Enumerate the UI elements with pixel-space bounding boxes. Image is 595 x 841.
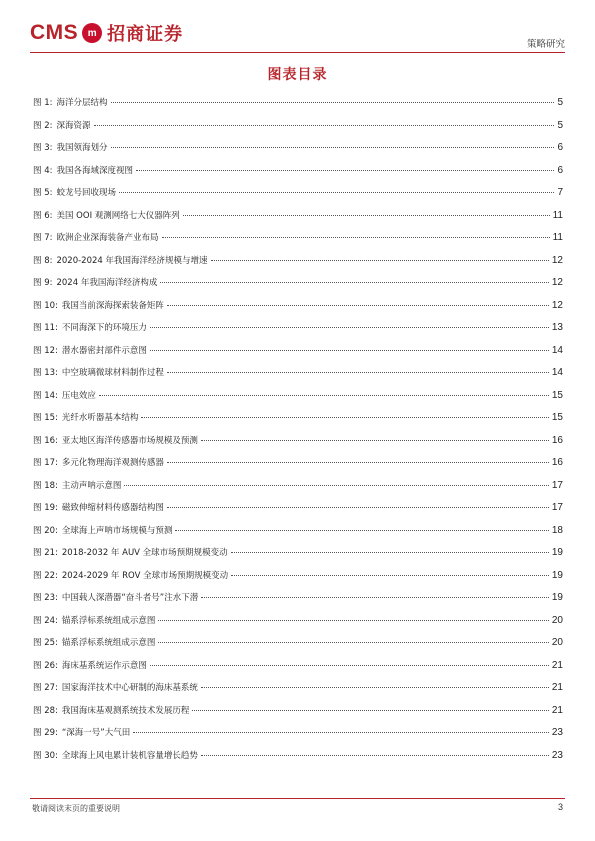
figure-caption: 我国领海划分 — [56, 143, 108, 153]
figure-page-number: 16 — [551, 434, 563, 446]
figure-number: 图 9: — [33, 278, 53, 288]
toc-entry[interactable] — [33, 659, 563, 682]
page-number: 3 — [557, 802, 563, 812]
logo-badge-icon: m — [82, 23, 102, 43]
figure-page-number: 14 — [551, 367, 563, 378]
figure-page-number: 19 — [551, 547, 563, 558]
toc-entry[interactable] — [33, 681, 563, 704]
figure-page-number: 14 — [551, 344, 563, 356]
figure-caption: 光纤水听器基本结构 — [61, 413, 139, 423]
figure-caption: 亚太地区海洋传感器市场规模及预测 — [61, 435, 198, 446]
toc-entry[interactable] — [33, 231, 563, 254]
toc-entry[interactable] — [33, 164, 563, 187]
figure-caption: “深海一号”大气田 — [61, 728, 131, 738]
figure-number: 图 17: — [33, 458, 58, 468]
toc-entry[interactable] — [33, 389, 563, 412]
figure-page-number: 13 — [551, 322, 563, 333]
figure-page-number: 21 — [551, 704, 563, 716]
figure-number: 图 19: — [33, 503, 58, 513]
dot-leader — [231, 575, 549, 576]
dot-leader — [201, 755, 549, 756]
report-section-label: 策略研究 — [526, 39, 565, 50]
figure-caption: 中国载人深潜器“奋斗者号”注水下潜 — [61, 593, 199, 603]
figure-caption: 全球海上声呐市场规模与预测 — [61, 525, 173, 536]
figure-caption: 深海资源 — [56, 120, 91, 131]
dot-leader — [231, 552, 549, 553]
toc-entry[interactable] — [33, 254, 563, 277]
figure-number: 图 28: — [33, 705, 58, 716]
figure-caption: 2018-2032 年 AUV 全球市场预期规模变动 — [61, 548, 228, 558]
dot-leader — [167, 462, 549, 463]
toc-entry[interactable] — [33, 411, 563, 434]
figure-caption: 海床基系统运作示意图 — [61, 660, 147, 671]
figure-page-number: 12 — [551, 277, 563, 288]
figure-page-number: 6 — [557, 164, 563, 176]
figure-page-number: 12 — [551, 254, 563, 266]
figure-page-number: 23 — [551, 749, 563, 761]
figure-caption: 全球海上风电累计装机容量增长趋势 — [61, 750, 198, 761]
figure-page-number: 21 — [551, 659, 563, 671]
dot-leader — [99, 395, 549, 396]
figure-number: 图 5: — [33, 188, 53, 198]
toc-entry[interactable] — [33, 456, 563, 479]
toc-entry[interactable] — [33, 479, 563, 502]
figure-number: 图 1: — [33, 98, 53, 108]
company-logo — [30, 20, 183, 46]
figure-number: 图 25: — [33, 638, 58, 648]
dot-leader — [167, 507, 549, 508]
toc-entry[interactable] — [33, 704, 563, 727]
figure-number: 图 26: — [33, 660, 58, 671]
figure-page-number: 16 — [551, 457, 563, 468]
dot-leader — [94, 125, 555, 126]
figure-number: 图 16: — [33, 435, 58, 446]
figure-caption: 中空玻璃微球材料制作过程 — [61, 368, 164, 378]
dot-leader — [201, 687, 549, 688]
figure-page-number: 23 — [551, 727, 563, 738]
figure-caption: 磁致伸缩材料传感器结构图 — [61, 503, 164, 513]
dot-leader — [162, 237, 550, 238]
dot-leader — [167, 372, 549, 373]
figure-caption: 2024 年我国海洋经济构成 — [56, 278, 158, 288]
dot-leader — [111, 102, 555, 103]
figure-caption: 欧洲企业深海装备产业布局 — [56, 233, 159, 243]
figure-page-number: 20 — [551, 614, 563, 626]
dot-leader — [136, 170, 554, 171]
figure-number: 图 21: — [33, 548, 58, 558]
figure-page-number: 21 — [551, 682, 563, 693]
dot-leader — [150, 350, 549, 351]
toc-entry[interactable] — [33, 569, 563, 592]
figure-page-number: 17 — [551, 479, 563, 491]
figure-page-number: 20 — [551, 637, 563, 648]
figure-caption: 不同海深下的环境压力 — [61, 323, 147, 333]
figure-number: 图 14: — [33, 390, 58, 401]
figure-number: 图 22: — [33, 570, 58, 581]
dot-leader — [201, 597, 549, 598]
figure-number: 图 30: — [33, 750, 58, 761]
footer-disclaimer: 敬请阅读末页的重要说明 — [32, 804, 120, 813]
figure-number: 图 27: — [33, 683, 58, 693]
toc-entry[interactable] — [33, 186, 563, 209]
toc-entry[interactable] — [33, 749, 563, 772]
dot-leader — [211, 260, 549, 261]
dot-leader — [150, 665, 549, 666]
figure-caption: 2024-2029 年 ROV 全球市场预期规模变动 — [61, 570, 229, 581]
dot-leader — [158, 642, 548, 643]
figure-caption: 2020-2024 年我国海洋经济规模与增速 — [56, 255, 208, 266]
toc-entry[interactable] — [33, 299, 563, 322]
page-title: 图表目录 — [267, 67, 328, 83]
figure-page-number: 18 — [551, 524, 563, 536]
toc-entry[interactable] — [33, 321, 563, 344]
dot-leader — [133, 732, 549, 733]
logo-chinese-name: 招商证券 — [107, 24, 184, 45]
dot-leader — [183, 215, 550, 216]
toc-entry[interactable] — [33, 366, 563, 389]
toc-entry[interactable] — [33, 614, 563, 637]
figure-page-number: 11 — [552, 232, 563, 243]
figure-number: 图 11: — [33, 323, 58, 333]
figure-caption: 蛟龙号回收现场 — [56, 188, 116, 198]
toc-entry[interactable] — [33, 141, 563, 164]
figure-number: 图 12: — [33, 345, 58, 356]
figure-page-number: 5 — [557, 119, 563, 131]
figure-page-number: 11 — [552, 209, 563, 221]
toc-entry[interactable] — [33, 636, 563, 659]
figure-number: 图 18: — [33, 480, 58, 491]
figure-page-number: 19 — [551, 569, 563, 581]
figure-caption: 我国当前深海探索装备矩阵 — [61, 300, 164, 311]
figure-caption: 我国海床基观测系统技术发展历程 — [61, 705, 190, 716]
toc-entry[interactable] — [33, 591, 563, 614]
figure-number: 图 15: — [33, 413, 58, 423]
toc-entry[interactable] — [33, 209, 563, 232]
figure-caption: 潜水器密封部件示意图 — [61, 345, 147, 356]
toc-entry[interactable] — [33, 276, 563, 299]
toc-entry[interactable] — [33, 119, 563, 142]
dot-leader — [150, 327, 549, 328]
figure-number: 图 29: — [33, 728, 58, 738]
figure-caption: 我国各海域深度视图 — [56, 165, 133, 176]
figure-caption: 锚系浮标系统组成示意图 — [61, 638, 156, 648]
figure-number: 图 13: — [33, 368, 58, 378]
toc-entry[interactable] — [33, 524, 563, 547]
figure-number: 图 8: — [33, 255, 53, 266]
dot-leader — [141, 417, 548, 418]
figure-page-number: 7 — [557, 187, 563, 198]
figure-number: 图 20: — [33, 525, 58, 536]
toc-entry[interactable] — [33, 546, 563, 569]
figure-page-number: 15 — [551, 412, 563, 423]
dot-leader — [124, 485, 548, 486]
figure-caption: 国家海洋技术中心研制的海床基系统 — [61, 683, 198, 693]
toc-entry[interactable] — [33, 434, 563, 457]
figure-page-number: 15 — [551, 389, 563, 401]
figure-number: 图 4: — [33, 165, 53, 176]
dot-leader — [167, 305, 549, 306]
figure-caption: 多元化物理海洋观测传感器 — [61, 458, 164, 468]
toc-entry[interactable] — [33, 726, 563, 749]
toc-entry[interactable] — [33, 501, 563, 524]
toc-entry[interactable] — [33, 344, 563, 367]
dot-leader — [158, 620, 548, 621]
figure-number: 图 24: — [33, 615, 58, 626]
toc-entry[interactable] — [33, 96, 563, 119]
dot-leader — [119, 192, 554, 193]
page-header — [30, 14, 565, 54]
dot-leader — [111, 147, 555, 148]
figure-number: 图 23: — [33, 593, 58, 603]
dot-leader — [201, 440, 549, 441]
dot-leader — [160, 282, 549, 283]
header-divider — [30, 52, 565, 53]
figure-page-number: 5 — [557, 97, 563, 108]
figure-number: 图 7: — [33, 233, 53, 243]
figure-caption: 压电效应 — [61, 390, 96, 401]
dot-leader — [192, 710, 548, 711]
figure-page-number: 12 — [551, 299, 563, 311]
figure-page-number: 17 — [551, 502, 563, 513]
figure-caption: 锚系浮标系统组成示意图 — [61, 615, 156, 626]
figure-page-number: 6 — [557, 142, 563, 153]
logo-cms-text: CMS — [30, 21, 79, 44]
figure-page-number: 19 — [551, 592, 563, 603]
figure-number: 图 10: — [33, 300, 58, 311]
figure-number: 图 2: — [33, 120, 53, 131]
figure-caption: 主动声呐示意图 — [61, 480, 122, 491]
figure-list — [33, 96, 563, 771]
figure-caption: 海洋分层结构 — [56, 98, 108, 108]
figure-number: 图 3: — [33, 143, 53, 153]
figure-number: 图 6: — [33, 210, 53, 221]
dot-leader — [175, 530, 548, 531]
footer-divider — [30, 798, 565, 799]
figure-caption: 美国 OOI 观测网络七大仪器阵列 — [56, 210, 180, 221]
